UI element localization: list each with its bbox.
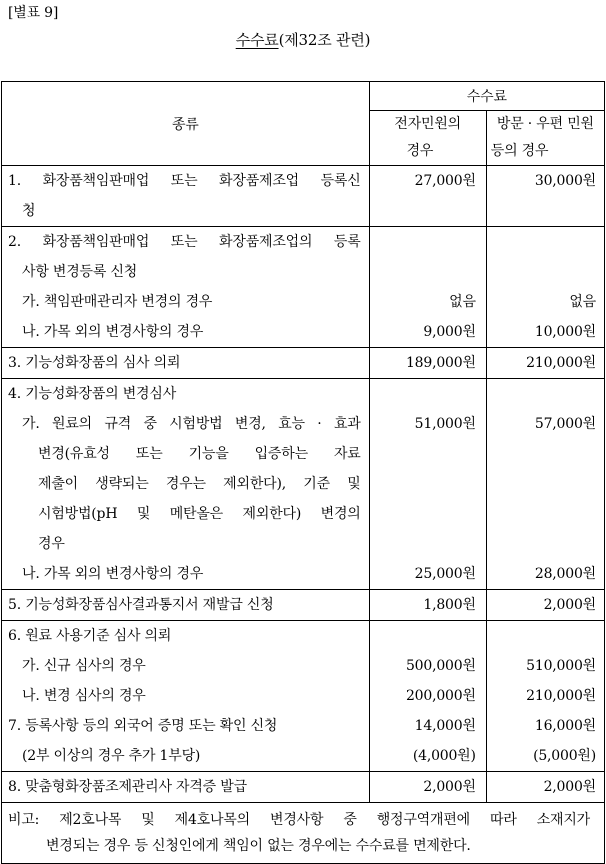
row-electronic-fee: 500,000원 200,000원 14,000원 (4,000원): [369, 621, 486, 772]
row-visit-fee: 210,000원: [486, 348, 604, 379]
row-line: 4. 기능성화장품의 변경심사: [8, 386, 177, 402]
row-electronic-fee: 51,000원 25,000원: [369, 379, 486, 590]
row-line: 2. 화장품책임판매업 또는 화장품제조업의 등록: [8, 234, 361, 250]
row-line: 청: [22, 203, 36, 219]
row-visit-fee: 없음 10,000원: [486, 227, 604, 348]
header-fee: 수수료: [466, 89, 507, 105]
annex-label: [별표 9]: [8, 5, 59, 21]
note-row: [2, 803, 605, 864]
header-fee-cell: [369, 82, 604, 111]
row-line: 사항 변경등록 신청: [22, 264, 138, 280]
row-line: 가. 신규 심사의 경우: [22, 658, 146, 674]
row-visit-fee: 2,000원: [486, 772, 604, 803]
row-line: 가. 책임판매관리자 변경의 경우: [22, 294, 213, 310]
note-line1: 비고: 제2호나목 및 제4호나목의 변경사항 중 행정구역개편에 따라 소재지가: [8, 812, 590, 828]
row-name-cell: [2, 166, 370, 227]
header-item-cell: [2, 82, 370, 166]
row-electronic-fee: 1,800원: [369, 590, 486, 621]
row-line: 시험방법(pH 및 메탄올은 제외한다) 변경의: [38, 506, 361, 522]
row-line: 나. 변경 심사의 경우: [22, 688, 146, 704]
table-row: [2, 227, 605, 348]
table-row: [2, 772, 605, 803]
row-line: 6. 원료 사용기준 심사 의뢰: [8, 628, 172, 644]
row-name-cell: [2, 621, 370, 772]
row-line: 변경(유효성 또는 기능을 입증하는 자료: [38, 446, 361, 462]
row-visit-fee: 57,000원 28,000원: [486, 379, 604, 590]
row-name-cell: [2, 379, 370, 590]
note-line2: 변경되는 경우 등 신청인에게 책임이 없는 경우에는 수수료를 면제한다.: [46, 838, 471, 854]
row-name-cell: [2, 590, 370, 621]
table-row: [2, 621, 605, 772]
row-electronic-fee: 189,000원: [369, 348, 486, 379]
note-cell: [2, 803, 605, 864]
row-visit-fee: 30,000원: [486, 166, 604, 227]
row-electronic-fee: 2,000원: [369, 772, 486, 803]
row-line: 제출이 생략되는 경우는 제외한다), 기준 및: [38, 476, 361, 492]
row-name-cell: [2, 772, 370, 803]
header-electronic-line1: 전자민원의: [394, 116, 461, 132]
row-line: 경우: [38, 536, 65, 552]
row-line: 가. 원료의 규격 중 시험방법 변경, 효능 · 효과: [22, 416, 361, 432]
row-visit-fee: 2,000원: [486, 590, 604, 621]
table-row: [2, 348, 605, 379]
row-line: 3. 기능성화장품의 심사 의뢰: [8, 355, 181, 371]
table-row: [2, 590, 605, 621]
header-visit-line1: 방문 · 우편 민원: [496, 116, 594, 132]
row-line: 1. 화장품책임판매업 또는 화장품제조업 등록신: [8, 173, 361, 189]
title-main: 수수료: [235, 31, 279, 49]
row-name-cell: [2, 227, 370, 348]
header-electronic-cell: [369, 111, 486, 166]
row-line: (2부 이상의 경우 추가 1부당): [22, 748, 201, 764]
header-visit-cell: [486, 111, 604, 166]
row-visit-fee: 510,000원 210,000원 16,000원 (5,000원): [486, 621, 604, 772]
row-name-cell: [2, 348, 370, 379]
header-item: 종류: [171, 116, 199, 133]
header-visit-line2: 등의 경우: [490, 143, 549, 159]
row-line: 나. 가목 외의 변경사항의 경우: [22, 566, 204, 582]
row-line: 나. 가목 외의 변경사항의 경우: [22, 324, 204, 340]
title-suffix: (제32조 관련): [278, 31, 371, 49]
table-row: [2, 166, 605, 227]
fee-table: [1, 81, 605, 864]
row-line: 7. 등록사항 등의 외국어 증명 또는 확인 신청: [8, 718, 278, 734]
row-line: 8. 맞춤형화장품조제관리사 자격증 발급: [8, 779, 247, 795]
row-line: 5. 기능성화장품심사결과통지서 재발급 신청: [8, 597, 274, 613]
row-electronic-fee: 없음 9,000원: [369, 227, 486, 348]
table-row: [2, 379, 605, 590]
page-title: [0, 29, 606, 50]
header-electronic-line2: 경우: [406, 143, 434, 159]
row-electronic-fee: 27,000원: [369, 166, 486, 227]
